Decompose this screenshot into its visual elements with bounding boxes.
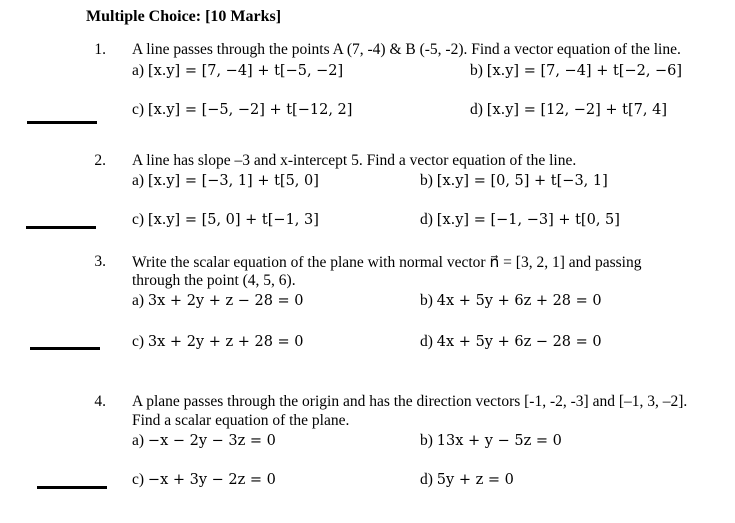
answer-blank-3[interactable] [30, 347, 100, 350]
option-value: [x.y] = [12, −2] + t[7, 4] [486, 102, 667, 118]
option-label: b) [420, 432, 433, 449]
question-3-option-a [132, 292, 304, 310]
option-label: a) [132, 172, 145, 189]
question-3-text-line-1: Write the scalar equation of the plane with normal vector n⃗ = [3, 2, 1] and passing [132, 254, 642, 271]
option-label: a) [132, 62, 145, 79]
question-2-text: A line has slope –3 and x-intercept 5. Find a vector equation of the line. [132, 152, 577, 169]
option-value: [x.y] = [−3, 1] + t[5, 0] [147, 173, 319, 189]
answer-blank-2[interactable] [26, 226, 96, 229]
question-2-number: 2. [94, 152, 106, 169]
question-1-option-d [470, 101, 667, 119]
option-value: −x − 2y − 3z = 0 [147, 433, 276, 449]
option-label: c) [132, 471, 145, 488]
option-label: b) [470, 62, 483, 79]
option-label: a) [132, 432, 145, 449]
option-label: d) [420, 471, 433, 488]
answer-blank-1[interactable] [27, 121, 97, 124]
question-4-option-c [132, 471, 276, 489]
question-3-option-b [420, 292, 602, 310]
question-1-option-b [470, 62, 682, 80]
option-value: 5y + z = 0 [436, 472, 514, 488]
option-value: [x.y] = [7, −4] + t[−5, −2] [147, 63, 344, 79]
option-label: c) [132, 211, 145, 228]
question-1-option-c [132, 101, 352, 119]
question-3-option-d [420, 333, 602, 351]
option-label: b) [420, 172, 433, 189]
option-label: d) [420, 333, 433, 350]
question-4-option-b [420, 432, 562, 450]
option-value: [x.y] = [−1, −3] + t[0, 5] [436, 212, 620, 228]
option-value: [x.y] = [0, 5] + t[−3, 1] [436, 173, 608, 189]
question-4-option-d [420, 471, 514, 489]
question-1-text: A line passes through the points A (7, -4) & B (-5, -2). Find a vector equation of the line. [132, 41, 681, 58]
option-label: b) [420, 292, 433, 309]
question-1-number: 1. [94, 41, 106, 58]
question-3-text-line-2: through the point (4, 5, 6). [132, 272, 296, 289]
option-label: d) [420, 211, 433, 228]
option-label: c) [132, 101, 145, 118]
option-value: [x.y] = [7, −4] + t[−2, −6] [486, 63, 683, 79]
option-value: 3x + 2y + z + 28 = 0 [147, 334, 304, 350]
question-2-option-b [420, 172, 608, 190]
question-1-option-a [132, 62, 343, 80]
question-2-option-c [132, 211, 319, 229]
question-4-option-a [132, 432, 276, 450]
option-value: 4x + 5y + 6z − 28 = 0 [436, 334, 602, 350]
question-4-number: 4. [94, 393, 106, 410]
question-2-option-a [132, 172, 319, 190]
option-value: 3x + 2y + z − 28 = 0 [147, 293, 304, 309]
section-title: Multiple Choice: [10 Marks] [86, 8, 282, 25]
question-3-number: 3. [94, 253, 106, 270]
option-value: [x.y] = [−5, −2] + t[−12, 2] [147, 102, 353, 118]
answer-blank-4[interactable] [37, 486, 107, 489]
option-value: −x + 3y − 2z = 0 [147, 472, 276, 488]
option-value: 13x + y − 5z = 0 [436, 433, 562, 449]
question-2-option-d [420, 211, 620, 229]
option-value: [x.y] = [5, 0] + t[−1, 3] [147, 212, 319, 228]
question-3-option-c [132, 333, 304, 351]
option-label: c) [132, 333, 145, 350]
option-label: a) [132, 292, 145, 309]
question-4-text-line-1: A plane passes through the origin and has the direction vectors [-1, -2, -3] and [–1, 3, –2]. [132, 393, 688, 410]
option-label: d) [470, 101, 483, 118]
question-4-text-line-2: Find a scalar equation of the plane. [132, 412, 350, 429]
option-value: 4x + 5y + 6z + 28 = 0 [436, 293, 602, 309]
